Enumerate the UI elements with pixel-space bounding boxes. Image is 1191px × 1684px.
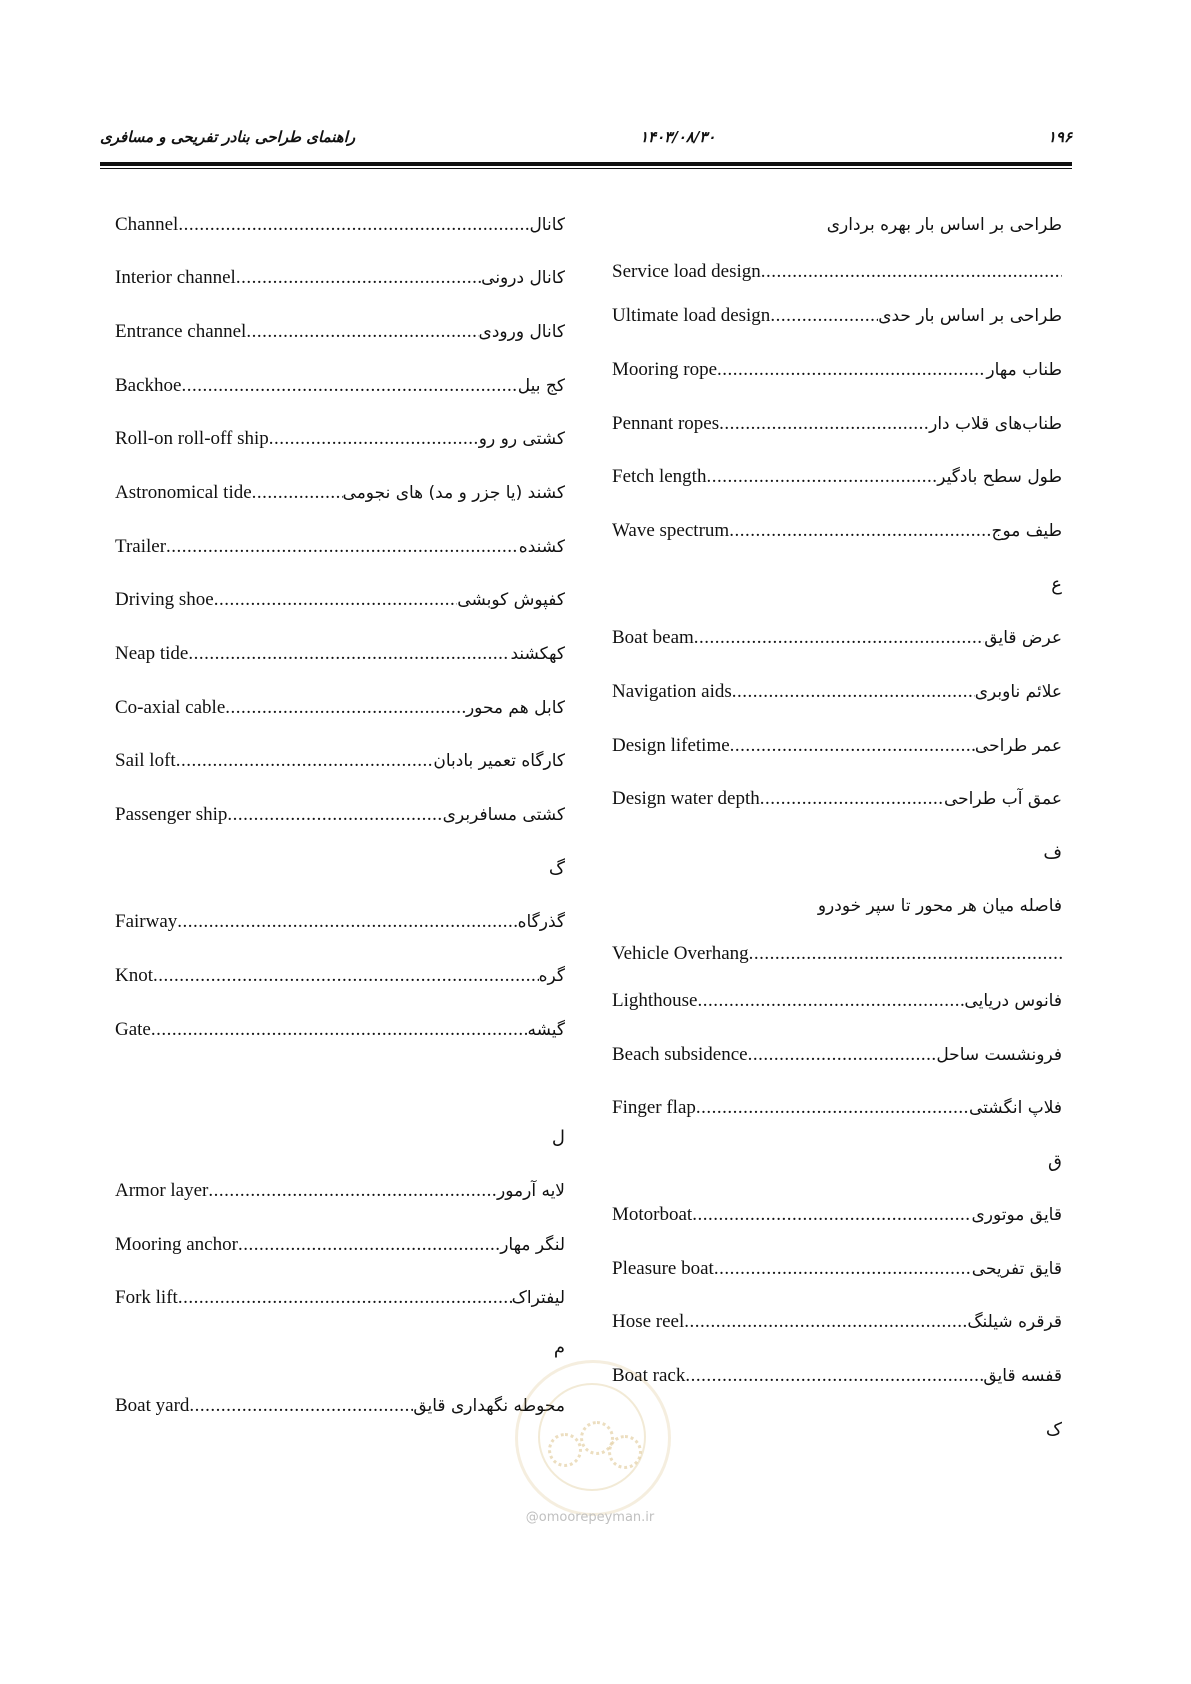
- term-en: Roll-on roll-off ship: [115, 428, 269, 449]
- glossary-entry: [612, 1307, 1062, 1337]
- glossary-entry: [115, 1015, 565, 1045]
- term-en: Design lifetime: [612, 735, 730, 756]
- glossary-entry: [612, 939, 1062, 969]
- term-fa: طناب‌های قلاب دار: [929, 414, 1062, 434]
- section-letter: گ: [548, 858, 565, 879]
- term-fa: کشتی مسافربری: [442, 805, 565, 825]
- term-fa: قفسه قایق: [983, 1366, 1062, 1386]
- book-title: راهنمای طراحی بنادر تفریحی و مسافری: [100, 128, 356, 146]
- term-fa: فاصله میان هر محور تا سپر خودرو: [817, 896, 1062, 916]
- term-fa: کابل هم محور: [465, 698, 565, 718]
- dot-leader: [730, 731, 975, 761]
- term-fa: کفپوش کوبشی: [457, 590, 565, 610]
- term-fa: کارگاه تعمیر بادبان: [433, 751, 565, 771]
- section-letter: ف: [1043, 842, 1062, 863]
- glossary-entry: [115, 693, 565, 723]
- glossary-entry: [115, 317, 565, 347]
- glossary-entry: [115, 1391, 565, 1421]
- term-en: Co-axial cable: [115, 697, 226, 718]
- glossary-entry: [115, 1283, 565, 1313]
- term-en: Wave spectrum: [612, 520, 730, 541]
- term-en: Hose reel: [612, 1311, 685, 1332]
- term-en: Design water depth: [612, 788, 760, 809]
- dot-leader: [761, 257, 1062, 287]
- term-fa: محوطه نگهداری قایق: [413, 1396, 565, 1416]
- term-en: Interior channel: [115, 267, 236, 288]
- term-en: Motorboat: [612, 1204, 693, 1225]
- header-date: ۱۴۰۳/۰۸/۳۰: [640, 128, 716, 146]
- term-en: Armor layer: [115, 1180, 209, 1201]
- term-fa: طراحی بر اساس بار حدی: [878, 306, 1062, 326]
- term-fa: کشنده: [518, 537, 565, 557]
- glossary-entry: [612, 623, 1062, 653]
- term-en: Boat beam: [612, 627, 694, 648]
- section-letter: ع: [1051, 574, 1062, 595]
- term-fa: فرونشست ساحل: [936, 1045, 1062, 1065]
- dot-leader: [208, 1176, 497, 1206]
- term-fa: عرض قایق: [984, 628, 1062, 648]
- glossary-entry: [612, 1093, 1062, 1123]
- dot-leader: [178, 210, 529, 240]
- glossary-entry: [115, 1230, 565, 1260]
- glossary-entry: [612, 677, 1062, 707]
- term-en: Finger flap: [612, 1097, 696, 1118]
- term-fa: فلاپ انگشتی: [969, 1098, 1062, 1118]
- dot-leader: [685, 1361, 983, 1391]
- glossary-entry: [612, 1361, 1062, 1391]
- term-fa: لیفتراک: [511, 1288, 565, 1308]
- glossary-entry: [612, 1254, 1062, 1284]
- term-en: Trailer: [115, 536, 167, 557]
- term-fa: گره: [538, 966, 565, 986]
- term-fa: طراحی بر اساس بار بهره برداری: [826, 215, 1062, 235]
- dot-leader: [706, 462, 937, 492]
- dot-leader: [246, 317, 478, 347]
- glossary-entry: [612, 1200, 1062, 1230]
- term-fa: کانال ورودی: [478, 322, 565, 342]
- section-letter: م: [553, 1337, 565, 1358]
- dot-leader: [236, 263, 481, 293]
- term-fa: طیف موج: [991, 521, 1062, 541]
- glossary-entry: [612, 355, 1062, 385]
- term-en: Boat rack: [612, 1365, 686, 1386]
- glossary-entry: [115, 424, 565, 454]
- dot-leader: [166, 532, 519, 562]
- dot-leader: [719, 409, 929, 439]
- term-fa: لایه آرمور: [497, 1181, 565, 1201]
- term-fa: عمر طراحی: [974, 736, 1062, 756]
- term-en: Ultimate load design: [612, 305, 771, 326]
- dot-leader: [694, 623, 985, 653]
- term-fa: فانوس دریایی: [964, 991, 1062, 1011]
- term-fa: گذرگاه: [517, 912, 565, 932]
- section-letter: ک: [1045, 1419, 1062, 1440]
- term-en: Navigation aids: [612, 681, 732, 702]
- dot-leader: [227, 800, 442, 830]
- glossary-entry: [612, 409, 1062, 439]
- dot-leader: [252, 478, 343, 508]
- glossary-entry: [612, 784, 1062, 814]
- term-en: Boat yard: [115, 1395, 190, 1416]
- term-fa: کشند (یا جزر و مد) های نجومی: [342, 483, 565, 503]
- term-fa: عمق آب طراحی: [944, 789, 1062, 809]
- term-fa: قرقره شیلنگ: [967, 1312, 1062, 1332]
- dot-leader: [760, 784, 944, 814]
- glossary-entry: [612, 462, 1062, 492]
- dot-leader: [696, 1093, 969, 1123]
- page-number: ۱۹۶: [1047, 128, 1072, 146]
- term-en: Mooring rope: [612, 359, 718, 380]
- glossary-entry: [612, 301, 1062, 331]
- glossary-entry: [612, 257, 1062, 287]
- glossary-entry: [115, 371, 565, 401]
- glossary-entry: [612, 731, 1062, 761]
- header-rule-thin: [100, 168, 1072, 169]
- dot-leader: [238, 1230, 500, 1260]
- glossary-entry: [612, 516, 1062, 546]
- term-en: Entrance channel: [115, 321, 247, 342]
- watermark-text: @omoorepeyman.ir: [525, 1510, 655, 1525]
- glossary-entry: [115, 746, 565, 776]
- term-en: Fork lift: [115, 1287, 178, 1308]
- dot-leader: [770, 301, 878, 331]
- glossary-heading-fa: [612, 210, 1062, 240]
- glossary-entry: [115, 1176, 565, 1206]
- term-en: Knot: [115, 965, 153, 986]
- dot-leader: [269, 424, 479, 454]
- term-en: Channel: [115, 214, 179, 235]
- term-en: Driving shoe: [115, 589, 214, 610]
- term-en: Pleasure boat: [612, 1258, 714, 1279]
- glossary-entry: [115, 961, 565, 991]
- term-fa: کانال درونی: [481, 268, 565, 288]
- glossary-entry: [115, 639, 565, 669]
- dot-leader: [214, 585, 458, 615]
- term-en: Neap tide: [115, 643, 189, 664]
- term-en: Sail loft: [115, 750, 176, 771]
- glossary-entry: [115, 478, 565, 508]
- term-en: Vehicle Overhang: [612, 943, 749, 964]
- glossary-entry: [612, 1040, 1062, 1070]
- term-fa: کهکشند: [510, 644, 565, 664]
- dot-leader: [748, 1040, 937, 1070]
- term-en: Astronomical tide: [115, 482, 252, 503]
- page-header: [100, 128, 1072, 150]
- glossary-entry: [115, 532, 565, 562]
- term-fa: لنگر مهار: [500, 1235, 565, 1255]
- dot-leader: [225, 693, 466, 723]
- dot-leader: [692, 1200, 971, 1230]
- glossary-heading-fa: [612, 891, 1062, 921]
- dot-leader: [151, 1015, 528, 1045]
- dot-leader: [153, 961, 539, 991]
- dot-leader: [729, 516, 991, 546]
- dot-leader: [732, 677, 975, 707]
- term-en: Beach subsidence: [612, 1044, 748, 1065]
- term-fa: کانال: [529, 215, 565, 235]
- dot-leader: [177, 907, 517, 937]
- term-fa: قایق موتوری: [971, 1205, 1062, 1225]
- dot-leader: [698, 986, 965, 1016]
- term-fa: کج بیل: [517, 376, 565, 396]
- term-fa: کشتی رو رو: [478, 429, 565, 449]
- term-fa: طناب مهار: [986, 360, 1062, 380]
- term-en: Service load design: [612, 261, 761, 282]
- dot-leader: [714, 1254, 972, 1284]
- dot-leader: [181, 371, 517, 401]
- term-en: Lighthouse: [612, 990, 698, 1011]
- dot-leader: [176, 746, 434, 776]
- term-en: Fetch length: [612, 466, 707, 487]
- glossary-entry: [115, 800, 565, 830]
- term-fa: گیشه: [527, 1020, 565, 1040]
- dot-leader: [178, 1283, 512, 1313]
- dot-leader: [684, 1307, 967, 1337]
- glossary-entry: [115, 907, 565, 937]
- term-en: Passenger ship: [115, 804, 228, 825]
- term-en: Mooring anchor: [115, 1234, 238, 1255]
- term-en: Fairway: [115, 911, 178, 932]
- dot-leader: [188, 639, 510, 669]
- section-letter: ل: [551, 1127, 565, 1148]
- glossary-entry: [115, 210, 565, 240]
- header-rule: [100, 162, 1072, 166]
- glossary-entry: [612, 986, 1062, 1016]
- dot-leader: [189, 1391, 413, 1421]
- dot-leader: [717, 355, 986, 385]
- glossary-entry: [115, 585, 565, 615]
- term-en: Gate: [115, 1019, 151, 1040]
- term-fa: قایق تفریحی: [971, 1259, 1062, 1279]
- watermark-seal: [515, 1360, 671, 1516]
- term-en: Pennant ropes: [612, 413, 720, 434]
- dot-leader: [749, 939, 1062, 969]
- term-fa: علائم ناوبری: [974, 682, 1062, 702]
- term-en: Backhoe: [115, 375, 182, 396]
- term-fa: طول سطح بادگیر: [937, 467, 1062, 487]
- glossary-entry: [115, 263, 565, 293]
- section-letter: ق: [1048, 1151, 1062, 1172]
